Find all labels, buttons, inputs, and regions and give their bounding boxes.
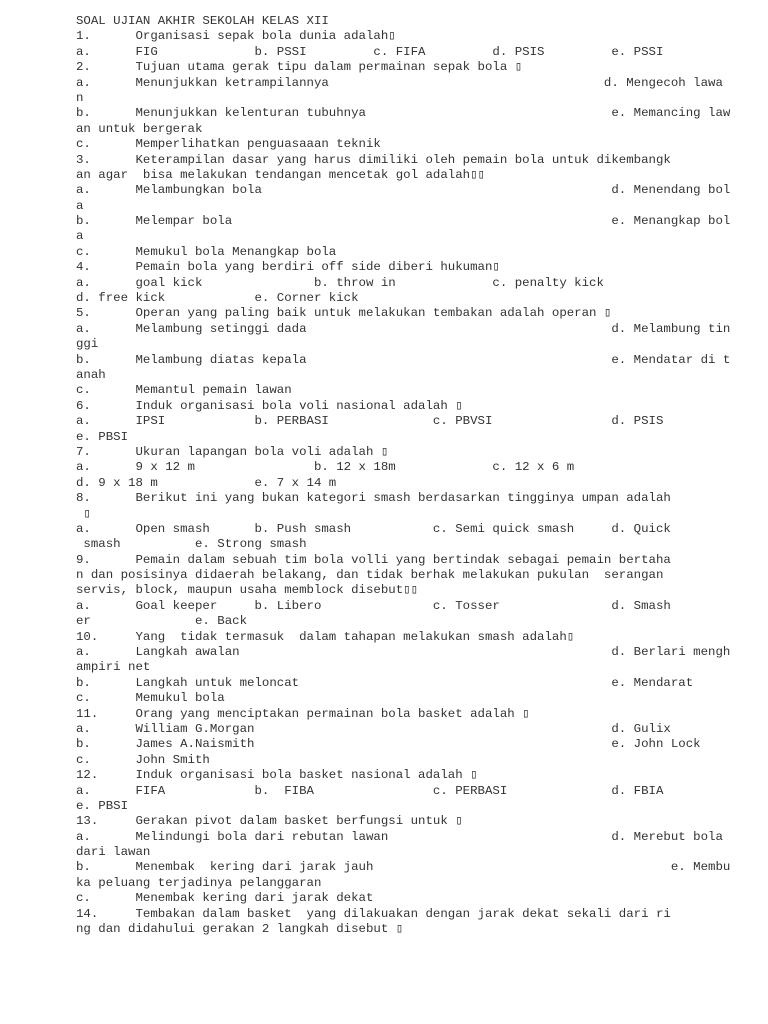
document-line: 11. Orang yang menciptakan permainan bola basket adalah ▯ — [76, 706, 530, 721]
document-line: 6. Induk organisasi bola voli nasional adalah ▯ — [76, 398, 463, 413]
document-line: SOAL UJIAN AKHIR SEKOLAH KELAS XII — [76, 14, 329, 28]
document-line: dari lawan — [76, 845, 151, 860]
document-line: 1. Organisasi sepak bola dunia adalah▯ — [76, 29, 396, 44]
document-line: a. Melindungi bola dari rebutan lawan d. Merebut bola — [76, 829, 723, 844]
document-line: c. Memperlihatkan penguasaaan teknik — [76, 137, 381, 152]
document-line: ggi — [76, 337, 99, 352]
document-line: 12. Induk organisasi bola basket nasional adalah ▯ — [76, 768, 478, 783]
document-line: b. Menunjukkan kelenturan tubuhnya e. Memancing law — [76, 106, 731, 121]
document-line: 9. Pemain dalam sebuah tim bola volli yang bertindak sebagai pemain bertaha — [76, 552, 671, 567]
document-line: ampiri net — [76, 660, 151, 675]
document-line: d. 9 x 18 m e. 7 x 14 m — [76, 475, 337, 490]
document-line: a. Open smash b. Push smash c. Semi quick smash d. Quick — [76, 521, 671, 536]
document-line: 5. Operan yang paling baik untuk melakukan tembakan adalah operan ▯ — [76, 306, 612, 321]
document-line: c. John Smith — [76, 752, 210, 767]
document-line: a. 9 x 12 m b. 12 x 18m c. 12 x 6 m — [76, 460, 575, 475]
document-line: 7. Ukuran lapangan bola voli adalah ▯ — [76, 444, 389, 459]
document-line: c. Memukul bola Menangkap bola — [76, 244, 337, 259]
document-line: servis, block, maupun usaha memblock disebut▯▯ — [76, 583, 419, 598]
document-line: a. FIG b. PSSI c. FIFA d. PSIS e. PSSI — [76, 44, 664, 59]
document-line: smash e. Strong smash — [76, 537, 307, 552]
document-line: 2. Tujuan utama gerak tipu dalam permainan sepak bola ▯ — [76, 60, 523, 75]
document-line: 14. Tembakan dalam basket yang dilakuakan dengan jarak dekat sekali dari ri — [76, 906, 671, 921]
document-line: an agar bisa melakukan tendangan mencetak gol adalah▯▯ — [76, 167, 486, 182]
document-line: 13. Gerakan pivot dalam basket berfungsi untuk ▯ — [76, 814, 463, 829]
document-line: c. Menembak kering dari jarak dekat — [76, 891, 374, 906]
document-line: d. free kick e. Corner kick — [76, 291, 359, 306]
document-line: 4. Pemain bola yang berdiri off side diberi hukuman▯ — [76, 260, 500, 275]
document-line: b. Melempar bola e. Menangkap bol — [76, 214, 731, 229]
document-line: b. James A.Naismith e. John Lock — [76, 737, 701, 752]
document-line: a — [76, 198, 84, 213]
document-line: e. PBSI — [76, 798, 129, 813]
document-line: a. Melambung setinggi dada d. Melambung tin — [76, 321, 731, 336]
document-line: a. Menunjukkan ketrampilannya d. Mengecoh lawa — [76, 75, 723, 90]
document-line: a — [76, 229, 84, 244]
document-line: c. Memukul bola — [76, 691, 225, 706]
document-line: ng dan didahului gerakan 2 langkah disebut ▯ — [76, 922, 404, 937]
document-line: e. PBSI — [76, 429, 129, 444]
document-line: ▯ — [76, 506, 91, 521]
document-line: a. IPSI b. PERBASI c. PBVSI d. PSIS — [76, 414, 664, 429]
document-line: ka peluang terjadinya pelanggaran — [76, 875, 322, 890]
document-line: a. FIFA b. FIBA c. PERBASI d. FBIA — [76, 783, 664, 798]
document-line: 10. Yang tidak termasuk dalam tahapan melakukan smash adalah▯ — [76, 629, 575, 644]
document-line: 8. Berikut ini yang bukan kategori smash berdasarkan tingginya umpan adalah — [76, 491, 671, 506]
document-line: n — [76, 90, 84, 105]
document-line: b. Melambung diatas kepala e. Mendatar di t — [76, 352, 731, 367]
exam-document — [76, 14, 730, 937]
document-line: an untuk bergerak — [76, 121, 203, 136]
document-line: a. Melambungkan bola d. Menendang bol — [76, 183, 731, 198]
document-line: a. Goal keeper b. Libero c. Tosser d. Smash — [76, 598, 671, 613]
document-line: a. Langkah awalan d. Berlari mengh — [76, 645, 731, 660]
document-line: b. Langkah untuk meloncat e. Mendarat — [76, 675, 694, 690]
document-line: a. William G.Morgan d. Gulix — [76, 721, 671, 736]
document-line: a. goal kick b. throw in c. penalty kick — [76, 275, 604, 290]
document-line: c. Memantul pemain lawan — [76, 383, 292, 398]
document-line: 3. Keterampilan dasar yang harus dimiliki oleh pemain bola untuk dikembangk — [76, 152, 671, 167]
document-line: b. Menembak kering dari jarak jauh e. Membu — [76, 860, 731, 875]
document-line: n dan posisinya didaerah belakang, dan tidak berhak melakukan pukulan serangan — [76, 568, 664, 583]
document-line: er e. Back — [76, 614, 248, 629]
document-line: anah — [76, 367, 106, 382]
